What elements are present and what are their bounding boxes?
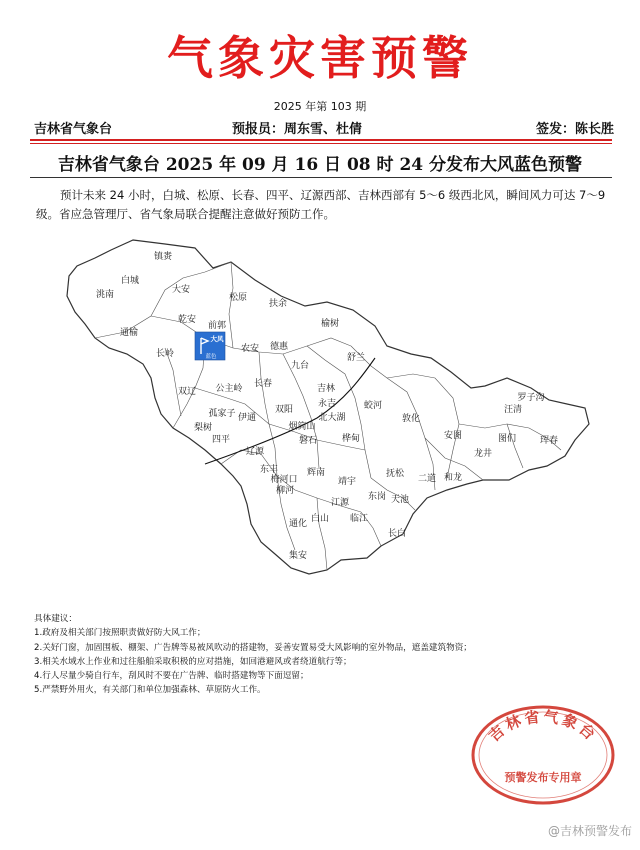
place-label: 集安 — [288, 551, 308, 561]
place-label: 吉林 — [316, 384, 336, 394]
seal-ring-text: 吉林省气象台 — [485, 707, 601, 746]
place-label: 前郭 — [207, 321, 227, 331]
place-label: 松原 — [228, 293, 248, 303]
place-label: 辽源 — [245, 447, 265, 457]
place-label: 白城 — [120, 276, 140, 286]
signer: 签发：陈长胜 — [535, 122, 614, 137]
place-label: 辉南 — [306, 468, 326, 478]
forecasters: 预报员：周东雪、杜倩 — [232, 122, 363, 137]
warning-headline: 吉林省气象台 2025 年 09 月 16 日 08 时 24 分发布大风蓝色预警 — [57, 155, 583, 175]
advice-title: 具体建议： — [34, 614, 77, 624]
weibo-watermark: @吉林预警发布 — [547, 824, 632, 838]
place-label: 抚松 — [385, 469, 405, 479]
place-label: 梨树 — [193, 423, 213, 433]
place-label: 公主岭 — [215, 384, 243, 394]
place-label: 临江 — [349, 514, 369, 524]
place-label: 伊通 — [237, 413, 257, 423]
advice-item-5: 5.严禁野外用火，有关部门和单位加强森林、草原防火工作。 — [34, 685, 266, 696]
place-label: 长白 — [387, 529, 407, 539]
place-label: 蛟河 — [363, 401, 383, 411]
header-divider — [30, 139, 612, 141]
place-label: 白山 — [310, 514, 330, 524]
place-label: 磐石 — [298, 436, 318, 446]
place-label: 四平 — [211, 435, 231, 445]
place-label: 长春 — [253, 379, 273, 389]
advice-item-4: 4.行人尽量少骑自行车，刮风时不要在广告牌、临时搭建物等下面逗留； — [34, 671, 309, 682]
place-label: 梅河口 — [270, 475, 298, 485]
place-label: 安图 — [443, 431, 463, 441]
warning-map — [55, 228, 605, 600]
issue-number: 2025 年第 103 期 — [273, 100, 367, 113]
place-label: 图们 — [497, 434, 517, 444]
place-label: 通化 — [288, 519, 308, 529]
place-label: 双阳 — [274, 405, 294, 415]
place-label: 北大湖 — [318, 413, 346, 423]
place-label: 德惠 — [269, 342, 289, 352]
headline-divider — [30, 177, 612, 178]
place-label: 桦甸 — [341, 434, 361, 444]
svg-text:吉林省气象台 — [485, 708, 601, 746]
place-label: 烟筒山 — [288, 422, 316, 432]
place-label: 长岭 — [155, 349, 175, 359]
advice-item-2: 2.关好门窗，加固围板、棚架、广告牌等易被风吹动的搭建物，妥善安置易受大风影响的室外物品，遮盖建筑物资； — [34, 642, 472, 653]
blue-wind-warning-icon — [195, 332, 225, 360]
place-label: 乾安 — [177, 315, 197, 325]
issuer-row — [34, 118, 614, 136]
icon-label-text: 大风 — [210, 335, 224, 343]
place-label: 扶余 — [268, 299, 288, 309]
place-label: 罗子沟 — [517, 393, 545, 403]
place-label: 双辽 — [177, 387, 197, 397]
place-label: 东丰 — [259, 465, 279, 475]
official-seal — [468, 703, 618, 807]
warning-body: 预计未来 24 小时，白城、松原、长春、四平、辽源西部、吉林西部有 5～6 级西北风，瞬间风力可达 7～9 级。省应急管理厅、省气象局联合提醒注意做好预防工作。 — [36, 188, 606, 221]
place-label: 敦化 — [401, 414, 421, 424]
place-label: 二道 — [417, 474, 437, 484]
place-label: 洮南 — [95, 290, 115, 300]
advice-section — [34, 612, 594, 698]
place-label: 和龙 — [443, 473, 463, 483]
place-label: 孤家子 — [208, 409, 236, 419]
advice-item-1: 1.政府及相关部门按照职责做好防大风工作； — [34, 628, 206, 639]
header-divider-thin — [30, 143, 612, 144]
place-label: 永吉 — [317, 399, 337, 409]
icon-caption-text: 蓝色 — [205, 354, 217, 360]
document-title: 气象灾害预警 — [167, 31, 473, 85]
seal-bottom-text: 预警发布专用章 — [504, 771, 582, 784]
place-label: 舒兰 — [346, 353, 366, 363]
issuing-agency: 吉林省气象台 — [34, 122, 113, 137]
place-label: 东岗 — [367, 492, 387, 502]
place-label: 镇赉 — [153, 252, 173, 262]
place-label: 靖宇 — [337, 477, 357, 487]
place-label: 大安 — [171, 285, 191, 295]
place-label: 江源 — [330, 498, 350, 508]
place-label: 通榆 — [119, 328, 139, 338]
place-label: 榆树 — [320, 319, 340, 329]
place-label: 农安 — [240, 344, 260, 354]
place-label: 天池 — [390, 495, 410, 505]
place-label: 柳河 — [275, 486, 295, 496]
place-label: 龙井 — [473, 449, 493, 459]
place-label: 九台 — [290, 361, 310, 371]
advice-item-3: 3.相关水域水上作业和过往船舶采取积极的应对措施，如回港避风或者绕道航行等； — [34, 656, 352, 667]
place-label: 珲春 — [539, 436, 559, 446]
place-label: 汪清 — [503, 405, 523, 415]
